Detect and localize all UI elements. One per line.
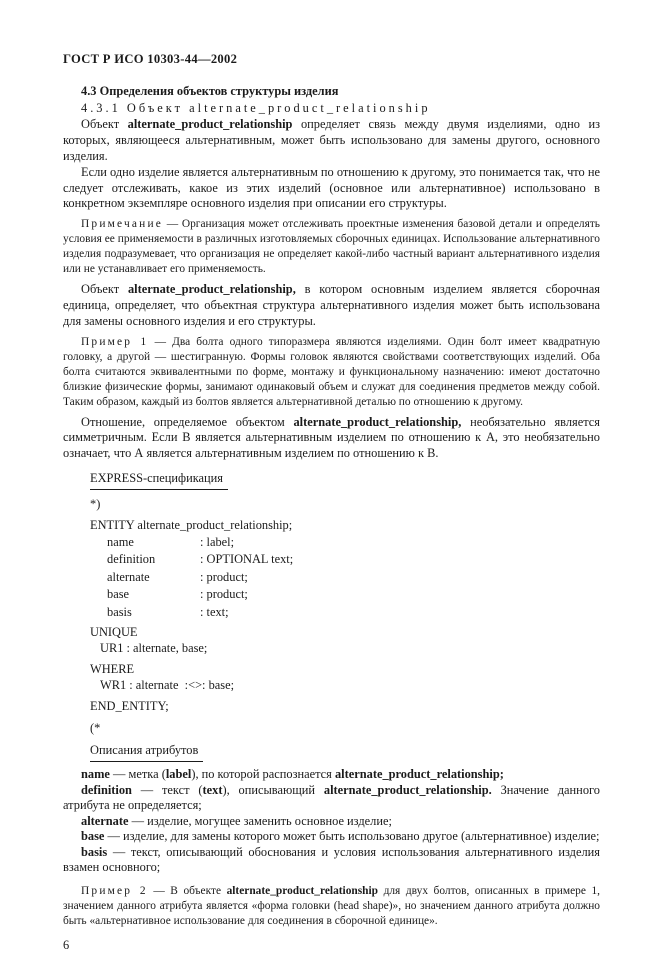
attr-type: : label; [200, 534, 235, 549]
text-segment: — изделие, для замены которого может быть использовано другое (альтернативное) изделие; [104, 829, 600, 844]
express-code-block [90, 497, 600, 737]
text-segment: ), описывающий [222, 782, 324, 797]
code-unique-keyword: UNIQUE [90, 625, 138, 640]
code-unique-rule: UR1 : alternate, base; [100, 640, 208, 655]
attr-type: : text; [200, 604, 229, 619]
text-segment: в котором основным изделием является сборочная единица, определяет, что объектная структура альтернативного изделия может быть использована для замены основного изделия и его структуры. [63, 282, 600, 328]
text-segment: Отношение, определяемое объектом [81, 414, 294, 429]
attr-name: basis [107, 604, 132, 619]
attr-desc-base [63, 829, 600, 845]
attr-type: : product; [200, 587, 248, 602]
text-segment: определяет связь между двумя изделиями, одно из которых, являющееся альтернативным, может быть использовано для замены другого, основного изделия. [63, 117, 600, 163]
subsection-heading [63, 101, 600, 117]
attr-desc-definition [63, 783, 600, 814]
example-1-label: Пример 1 [81, 335, 149, 348]
code-open-marker: *) [90, 496, 101, 511]
document-header: ГОСТ Р ИСО 10303-44—2002 [63, 52, 238, 66]
paragraph-assembly-unit [63, 282, 600, 329]
text-segment: необязательно является симметричным. Если В является альтернативным изделием по отношению к А, это необязательно означает, что А является альтернативным изделием по отношению к В. [63, 414, 600, 461]
attr-desc-name [63, 767, 600, 783]
express-specification-heading [90, 471, 600, 490]
attribute-heading-text: Описания атрибутов [90, 743, 203, 762]
attribute-descriptions-heading [90, 743, 600, 762]
paragraph-object-definition [63, 117, 600, 164]
type-keyword-bold: label [165, 767, 192, 782]
entity-name-bold: alternate_product_relationship, [293, 414, 462, 429]
text-segment: — В объекте [153, 884, 227, 897]
subsection-label: Объект [126, 100, 184, 115]
entity-name-bold: alternate_product_relationship. [323, 782, 492, 797]
text-segment: — текст, описывающий обоснования и условия использования альтернативного изделия взамен основного; [63, 844, 600, 875]
text-segment: — изделие, могущее заменить основное изделие; [128, 813, 392, 828]
code-end-entity: END_ENTITY; [90, 699, 169, 714]
section-heading: 4.3 Определения объектов структуры изделия [81, 83, 339, 98]
code-where-keyword: WHERE [90, 662, 135, 677]
paragraph-alternative-meaning: Если одно изделие является альтернативным по отношению к другому, это понимается так, что не следует отслеживать, какое из этих изделий (основное или альтернативное) использовано в конкретном экземпляре основного изделия при описании его структуры. [63, 164, 600, 211]
note-paragraph [63, 217, 600, 277]
attr-type: : product; [200, 569, 248, 584]
attr-name: definition [107, 552, 156, 567]
attr-type: : OPTIONAL text; [200, 552, 294, 567]
attr-keyword-bold: base [81, 829, 105, 844]
note-label: Примечание [81, 218, 164, 231]
page-number: 6 [63, 937, 70, 952]
entity-name-bold: alternate_product_relationship; [334, 767, 504, 782]
code-attr-definition [90, 551, 600, 569]
text-segment: ), по которой распознается [191, 767, 335, 782]
subsection-number: 4.3.1 [81, 100, 121, 115]
text-segment: Объект [81, 282, 128, 297]
code-attr-base [90, 586, 600, 604]
code-entity-declaration: ENTITY alternate_product_relationship; [90, 518, 293, 533]
attr-keyword-bold: alternate [81, 813, 129, 828]
attr-desc-alternate [63, 814, 600, 830]
text-segment: — метка ( [109, 767, 166, 782]
paragraph-symmetry [63, 415, 600, 462]
attr-keyword-bold: name [81, 767, 110, 782]
code-attr-name [90, 534, 600, 552]
code-attr-basis [90, 604, 600, 622]
attr-keyword-bold: definition [81, 782, 132, 797]
example-1-paragraph [63, 335, 600, 410]
text-segment: — Два болта одного типоразмера являются изделиями. Один болт имеет квадратную головку, а другой — шестигранную. Формы головок являются свойствами соответствующих изделий. Оба болта считаются эквивалентными по форме, монтажу и функциональному назначению: имеют достаточно близкие физические формы, занимают одинаковый объем и служат для соединения предметов между собой. Таким образом, каждый из болтов является альтернативной деталью по отношению к другому. [63, 335, 600, 408]
attr-keyword-bold: basis [81, 844, 108, 859]
text-segment: Значение данного атрибута не определяется; [63, 782, 600, 813]
express-heading-text: EXPRESS-спецификация [90, 471, 228, 490]
example-2-label: Пример 2 [81, 884, 148, 897]
code-attr-alternate [90, 569, 600, 587]
entity-name-bold: alternate_product_relationship [127, 117, 293, 132]
entity-name-bold: alternate_product_relationship [226, 884, 379, 897]
text-segment: — текст ( [131, 782, 203, 797]
attr-desc-basis [63, 845, 600, 876]
attr-name: alternate [107, 569, 150, 584]
code-where-rule: WR1 : alternate :<>: base; [100, 677, 235, 692]
type-keyword-bold: text [202, 782, 223, 797]
subsection-entity-name: alternate_product_relationship [189, 100, 431, 115]
attr-name: name [107, 534, 134, 549]
code-close-marker: (* [90, 720, 101, 735]
example-2-paragraph [63, 884, 600, 929]
text-segment: для двух болтов, описанных в примере 1, значением данного атрибута является «форма головки (head shape)», но значением данного атрибута должно быть «альтернативное использование для соединения в сборочной единице». [63, 884, 600, 927]
text-segment: — Организация может отслеживать проектные изменения базовой детали и определять условия ее применяемости в различных изготовляемых сборочных единицах. Использование альтернативного изделия подразумевает, что организация не определяет какой-либо частный вариант альтернативного изделия или не устанавливает его применяемость. [63, 218, 600, 276]
entity-name-bold: alternate_product_relationship, [127, 282, 296, 297]
text-segment: Объект [81, 117, 128, 132]
attr-name: base [107, 587, 130, 602]
